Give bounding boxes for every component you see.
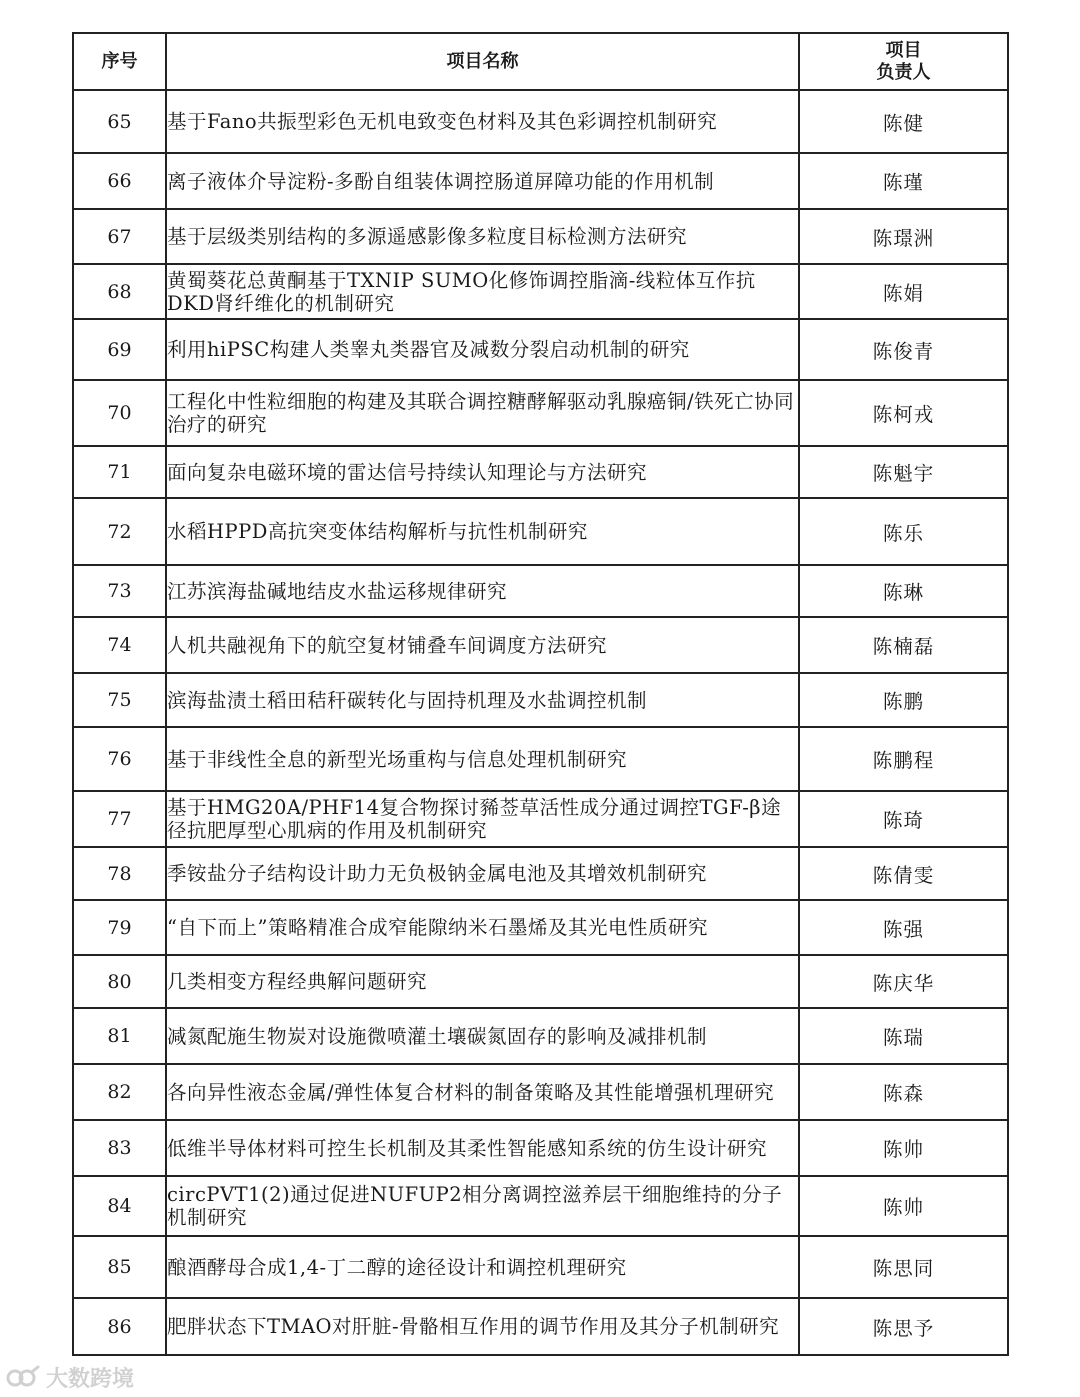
watermark-text: 大数跨境 bbox=[46, 1367, 135, 1392]
header-lead-line1: 项目 bbox=[885, 39, 922, 61]
row-project-name: “自下而上”策略精准合成窄能隙纳米石墨烯及其光电性质研究 bbox=[166, 900, 799, 955]
row-project-name: 基于HMG20A/PHF14复合物探讨豨莶草活性成分通过调控TGF-β途径抗肥厚型心肌病的作用及机制研究 bbox=[166, 791, 799, 847]
row-project-lead: 陈楠磊 bbox=[799, 617, 1008, 673]
table-row bbox=[73, 1120, 1008, 1176]
row-project-name: 各向异性液态金属/弹性体复合材料的制备策略及其性能增强机理研究 bbox=[166, 1064, 799, 1120]
table-row bbox=[73, 1064, 1008, 1120]
row-no: 84 bbox=[73, 1176, 166, 1236]
row-project-lead: 陈琦 bbox=[799, 791, 1008, 847]
row-project-name: circPVT1(2)通过促进NUFUP2相分离调控滋养层干细胞维持的分子机制研究 bbox=[166, 1176, 799, 1236]
row-project-lead: 陈魁宇 bbox=[799, 446, 1008, 498]
row-no: 85 bbox=[73, 1236, 166, 1298]
row-project-name: 低维半导体材料可控生长机制及其柔性智能感知系统的仿生设计研究 bbox=[166, 1120, 799, 1176]
row-project-name: 离子液体介导淀粉-多酚自组装体调控肠道屏障功能的作用机制 bbox=[166, 153, 799, 209]
row-project-lead: 陈琳 bbox=[799, 565, 1008, 617]
row-project-lead: 陈健 bbox=[799, 90, 1008, 153]
row-project-lead: 陈思同 bbox=[799, 1236, 1008, 1298]
table-row bbox=[73, 153, 1008, 209]
table-row bbox=[73, 264, 1008, 319]
project-table bbox=[72, 32, 1009, 1356]
table-row bbox=[73, 498, 1008, 565]
row-project-lead: 陈庆华 bbox=[799, 955, 1008, 1008]
table-row bbox=[73, 1298, 1008, 1355]
row-project-lead: 陈帅 bbox=[799, 1176, 1008, 1236]
row-project-lead: 陈思予 bbox=[799, 1298, 1008, 1355]
row-project-name: 基于Fano共振型彩色无机电致变色材料及其色彩调控机制研究 bbox=[166, 90, 799, 153]
row-no: 79 bbox=[73, 900, 166, 955]
table-row bbox=[73, 791, 1008, 847]
row-project-lead: 陈乐 bbox=[799, 498, 1008, 565]
row-project-lead: 陈鹏程 bbox=[799, 727, 1008, 791]
row-project-name: 几类相变方程经典解问题研究 bbox=[166, 955, 799, 1008]
table-row bbox=[73, 1176, 1008, 1236]
table-row bbox=[73, 673, 1008, 727]
brand-logo-icon bbox=[6, 1365, 40, 1391]
row-no: 76 bbox=[73, 727, 166, 791]
row-project-name: 利用hiPSC构建人类睾丸类器官及减数分裂启动机制的研究 bbox=[166, 319, 799, 380]
row-project-lead: 陈强 bbox=[799, 900, 1008, 955]
table-row bbox=[73, 90, 1008, 153]
table-row bbox=[73, 209, 1008, 264]
row-project-name: 基于非线性全息的新型光场重构与信息处理机制研究 bbox=[166, 727, 799, 791]
row-no: 69 bbox=[73, 319, 166, 380]
row-project-lead: 陈瑾 bbox=[799, 153, 1008, 209]
row-project-name: 面向复杂电磁环境的雷达信号持续认知理论与方法研究 bbox=[166, 446, 799, 498]
row-project-lead: 陈倩雯 bbox=[799, 847, 1008, 900]
row-project-name: 基于层级类别结构的多源遥感影像多粒度目标检测方法研究 bbox=[166, 209, 799, 264]
row-project-name: 水稻HPPD高抗突变体结构解析与抗性机制研究 bbox=[166, 498, 799, 565]
row-no: 73 bbox=[73, 565, 166, 617]
row-no: 75 bbox=[73, 673, 166, 727]
row-no: 67 bbox=[73, 209, 166, 264]
row-no: 74 bbox=[73, 617, 166, 673]
row-project-name: 工程化中性粒细胞的构建及其联合调控糖酵解驱动乳腺癌铜/铁死亡协同治疗的研究 bbox=[166, 380, 799, 446]
row-project-name: 滨海盐渍土稻田秸秆碳转化与固持机理及水盐调控机制 bbox=[166, 673, 799, 727]
table-row bbox=[73, 727, 1008, 791]
header-project-name: 项目名称 bbox=[166, 33, 799, 90]
table-row bbox=[73, 955, 1008, 1008]
table-header-row bbox=[73, 33, 1008, 90]
header-lead-line2: 负责人 bbox=[876, 61, 931, 83]
table-row bbox=[73, 319, 1008, 380]
row-project-name: 酿酒酵母合成1,4-丁二醇的途径设计和调控机理研究 bbox=[166, 1236, 799, 1298]
row-no: 72 bbox=[73, 498, 166, 565]
table-body bbox=[73, 90, 1008, 1355]
row-project-lead: 陈森 bbox=[799, 1064, 1008, 1120]
row-no: 68 bbox=[73, 264, 166, 319]
table-row bbox=[73, 617, 1008, 673]
row-project-lead: 陈瑞 bbox=[799, 1008, 1008, 1064]
row-project-name: 肥胖状态下TMAO对肝脏-骨骼相互作用的调节作用及其分子机制研究 bbox=[166, 1298, 799, 1355]
row-project-name: 黄蜀葵花总黄酮基于TXNIP SUMO化修饰调控脂滴-线粒体互作抗DKD肾纤维化的机制研究 bbox=[166, 264, 799, 319]
row-project-lead: 陈柯戎 bbox=[799, 380, 1008, 446]
row-no: 66 bbox=[73, 153, 166, 209]
row-no: 80 bbox=[73, 955, 166, 1008]
row-project-lead: 陈璟洲 bbox=[799, 209, 1008, 264]
row-no: 70 bbox=[73, 380, 166, 446]
row-project-name: 减氮配施生物炭对设施微喷灌土壤碳氮固存的影响及减排机制 bbox=[166, 1008, 799, 1064]
row-no: 65 bbox=[73, 90, 166, 153]
row-no: 78 bbox=[73, 847, 166, 900]
table-row bbox=[73, 847, 1008, 900]
row-no: 77 bbox=[73, 791, 166, 847]
table-row bbox=[73, 380, 1008, 446]
row-project-name: 人机共融视角下的航空复材铺叠车间调度方法研究 bbox=[166, 617, 799, 673]
table-row bbox=[73, 1236, 1008, 1298]
row-project-lead: 陈鹏 bbox=[799, 673, 1008, 727]
table-row bbox=[73, 446, 1008, 498]
row-project-name: 江苏滨海盐碱地结皮水盐运移规律研究 bbox=[166, 565, 799, 617]
row-no: 83 bbox=[73, 1120, 166, 1176]
row-no: 71 bbox=[73, 446, 166, 498]
table-row bbox=[73, 900, 1008, 955]
header-no: 序号 bbox=[73, 33, 166, 90]
watermark bbox=[6, 1362, 134, 1393]
table-row bbox=[73, 565, 1008, 617]
row-project-lead: 陈俊青 bbox=[799, 319, 1008, 380]
row-project-name: 季铵盐分子结构设计助力无负极钠金属电池及其增效机制研究 bbox=[166, 847, 799, 900]
row-project-lead: 陈帅 bbox=[799, 1120, 1008, 1176]
header-project-lead bbox=[799, 33, 1008, 90]
row-no: 81 bbox=[73, 1008, 166, 1064]
row-project-lead: 陈娟 bbox=[799, 264, 1008, 319]
row-no: 82 bbox=[73, 1064, 166, 1120]
table-row bbox=[73, 1008, 1008, 1064]
row-no: 86 bbox=[73, 1298, 166, 1355]
